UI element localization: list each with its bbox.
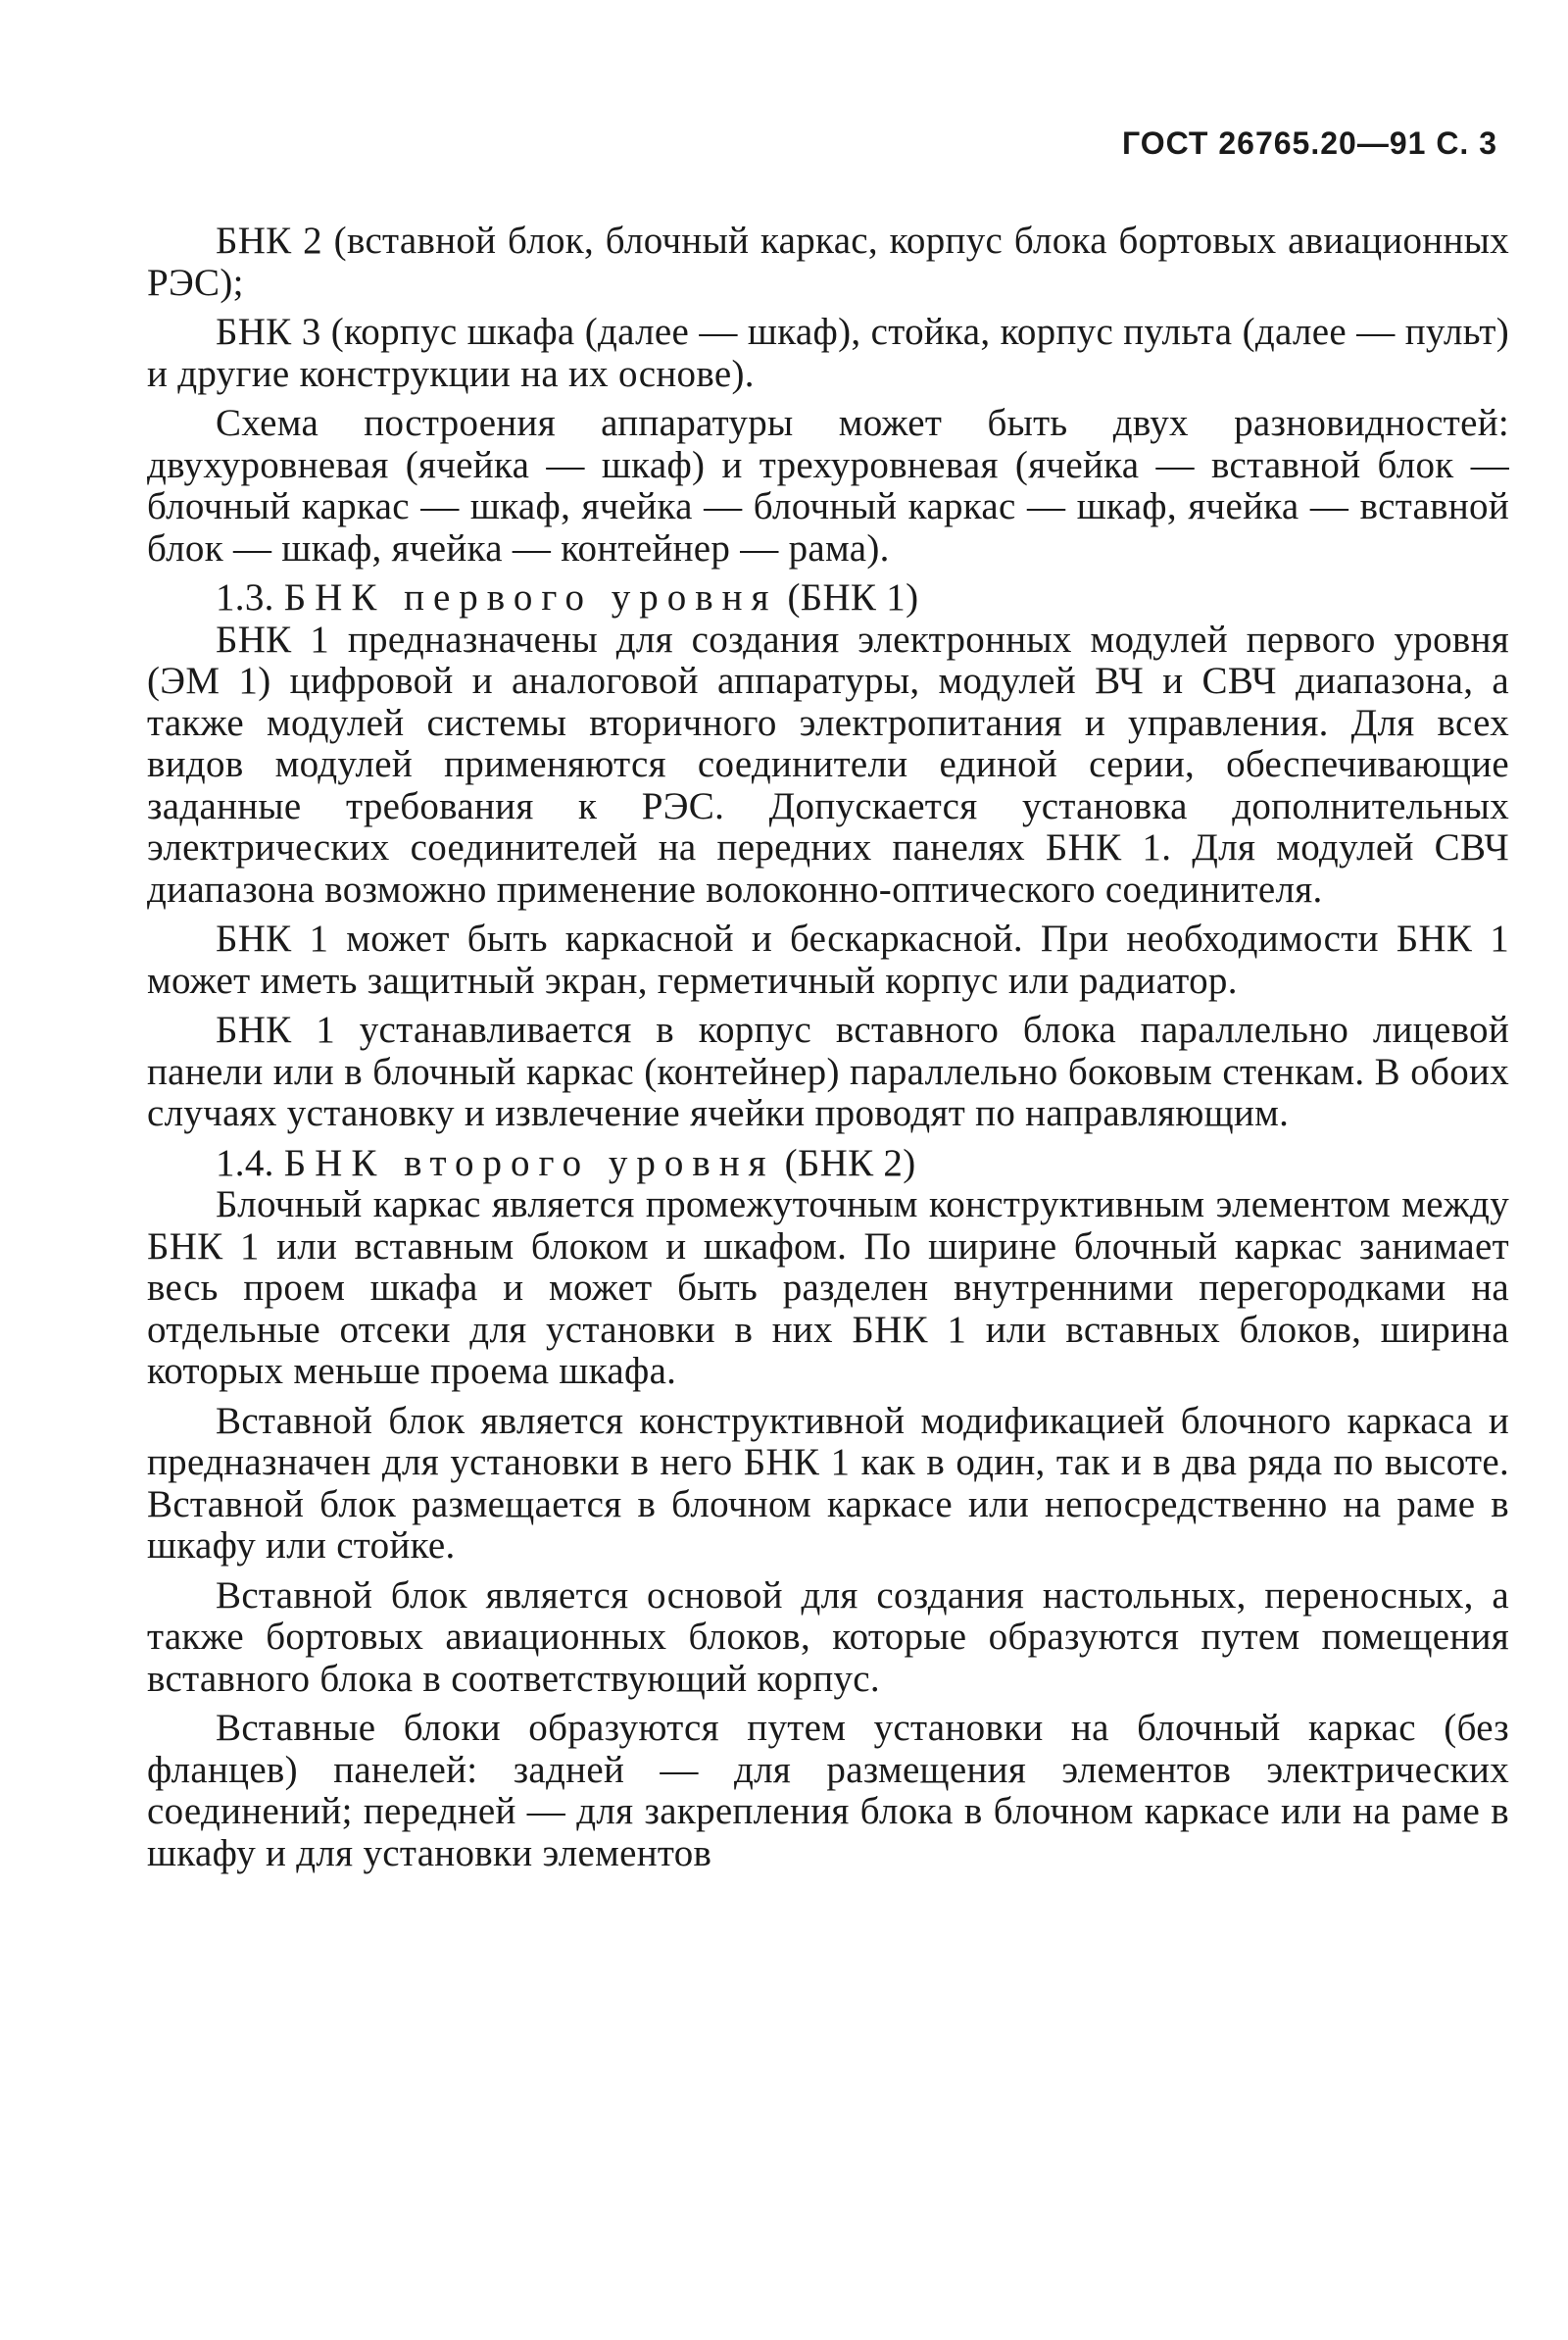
section-abbr: (БНК 1) bbox=[787, 576, 919, 619]
section-number: 1.3. bbox=[216, 576, 274, 619]
body-text bbox=[147, 221, 1509, 1882]
paragraph: Блочный каркас является промежуточным конструктивным элементом между БНК 1 или вставным блоком и шкафом. По ширине блочный каркас занимает весь проем шкафа и может быть разделен внутренними перегородками на отдельные отсеки для установки в них БНК 1 или вставных блоков, ширина которых меньше проема шкафа. bbox=[147, 1183, 1509, 1392]
section-heading-1-3 bbox=[147, 577, 1509, 620]
paragraph: БНК 1 может быть каркасной и бескаркасной. При необходимости БНК 1 может иметь защитный экран, герметичный корпус или радиатор. bbox=[147, 918, 1509, 1002]
paragraph: БНК 3 (корпус шкафа (далее — шкаф), стойка, корпус пульта (далее — пульт) и другие конструкции на их основе). bbox=[147, 311, 1509, 395]
paragraph: Схема построения аппаратуры может быть двух разновидностей: двухуровневая (ячейка — шкаф) и трехуровневая (ячейка — вставной блок — блочный каркас — шкаф, ячейка — блочный каркас — шкаф, ячейка — вставной блок — шкаф, ячейка — контейнер — рама). bbox=[147, 402, 1509, 570]
paragraph: БНК 1 устанавливается в корпус вставного блока параллельно лицевой панели или в блочный каркас (контейнер) параллельно боковым стенкам. В обоих случаях установку и извлечение ячейки проводят по направляющим. bbox=[147, 1009, 1509, 1134]
section-heading-1-4 bbox=[147, 1143, 1509, 1185]
section-title: БНК второго уровня bbox=[283, 1141, 775, 1184]
section-title: БНК первого уровня bbox=[283, 576, 778, 619]
paragraph: Вставной блок является конструктивной модификацией блочного каркаса и предназначен для установки в него БНК 1 как в один, так и в два ряда по высоте. Вставной блок размещается в блочном каркасе или непосредственно на раме в шкафу или стойке. bbox=[147, 1399, 1509, 1567]
paragraph: Вставной блок является основой для создания настольных, переносных, а также бортовых авиационных блоков, которые образуются путем помещения вставного блока в соответствующий корпус. bbox=[147, 1573, 1509, 1700]
section-number: 1.4. bbox=[216, 1141, 274, 1184]
paragraph: Вставные блоки образуются путем установки на блочный каркас (без фланцев) панелей: задней — для размещения элементов электрических соединений; передней — для закрепления блока в блочном каркасе или на раме в шкафу и для установки элементов bbox=[147, 1707, 1509, 1874]
paragraph: БНК 1 предназначены для создания электронных модулей первого уровня (ЭМ 1) цифровой и аналоговой аппаратуры, модулей ВЧ и СВЧ диапазона, а также модулей системы вторичного электропитания и управления. Для всех видов модулей применяются соединители единой серии, обеспечивающие заданные требования к РЭС. Допускается установка дополнительных электрических соединителей на передних панелях БНК 1. Для модулей СВЧ диапазона возможно применение волоконно-оптического соединителя. bbox=[147, 618, 1509, 911]
section-abbr: (БНК 2) bbox=[784, 1141, 916, 1184]
running-head: ГОСТ 26765.20—91 С. 3 bbox=[1122, 125, 1497, 161]
paragraph: БНК 2 (вставной блок, блочный каркас, корпус блока бортовых авиационных РЭС); bbox=[147, 220, 1509, 304]
